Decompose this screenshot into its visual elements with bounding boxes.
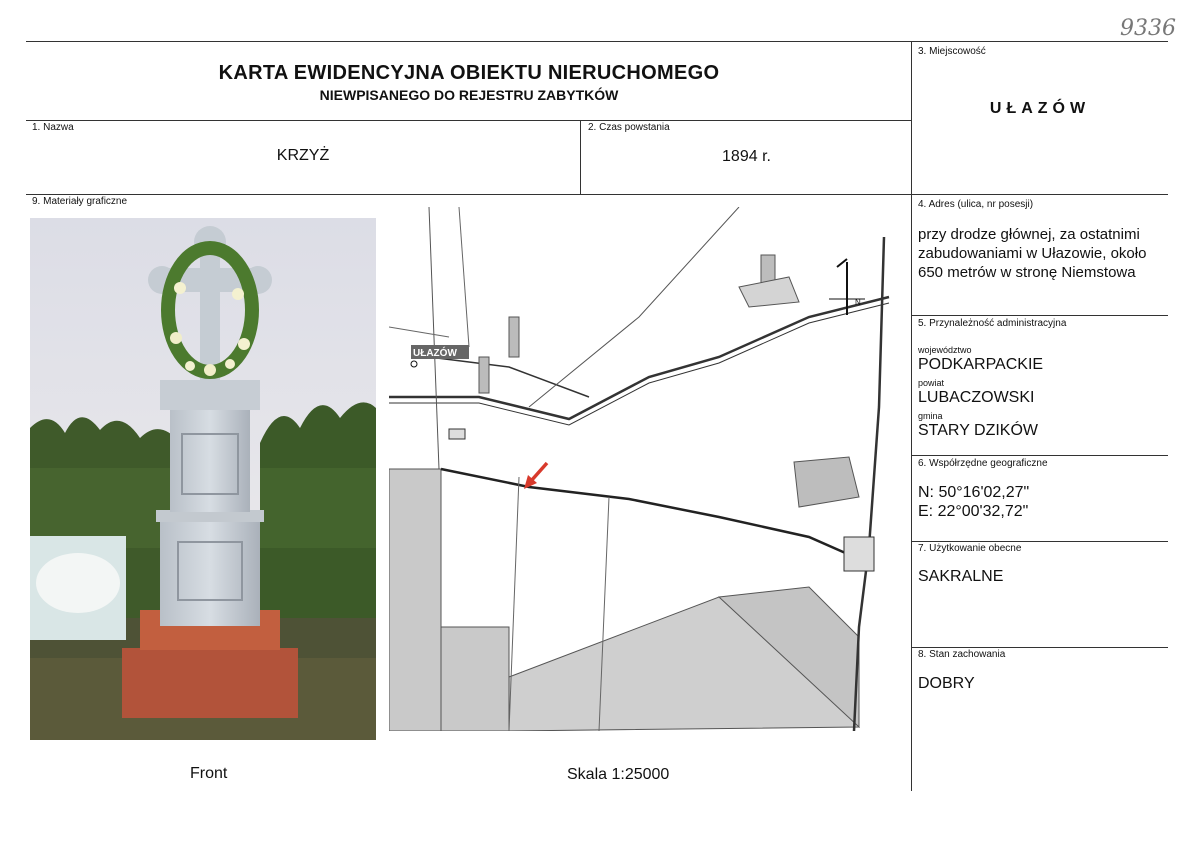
name-row-bottom-rule (26, 194, 1168, 195)
map-place-label: UŁAZÓW (413, 348, 457, 359)
cross-photo (30, 218, 376, 740)
uzytkowanie-value: SAKRALNE (918, 568, 1004, 585)
north-label: N (855, 298, 861, 307)
czas-value: 1894 r. (722, 148, 771, 165)
woj-value: PODKARPACKIE (918, 356, 1044, 373)
coord-e: E: 22°00'32,72" (918, 503, 1029, 520)
woj-label: województwo (918, 345, 972, 355)
gmina-label: gmina (918, 411, 943, 421)
page-title: KARTA EWIDENCYJNA OBIEKTU NIERUCHOMEGO (218, 62, 720, 84)
nazwa-label: 1. Nazwa (32, 122, 74, 133)
adres-bottom-rule (911, 315, 1168, 316)
uzytkowanie-bottom-rule (911, 647, 1168, 648)
powiat-label: powiat (918, 378, 945, 388)
stan-value: DOBRY (918, 675, 975, 692)
adres-label: 4. Adres (ulica, nr posesji) (918, 199, 1034, 210)
stan-label: 8. Stan zachowania (918, 649, 1006, 660)
coords-bottom-rule (911, 541, 1168, 542)
materialy-label: 9. Materiały graficzne (32, 196, 128, 207)
handwritten-number: 9336 (1120, 16, 1176, 41)
top-rule (26, 41, 1168, 42)
admin-label: 5. Przynależność administracyjna (918, 318, 1067, 329)
photo-caption: Front (190, 765, 228, 782)
uzytkowanie-label: 7. Użytkowanie obecne (918, 543, 1022, 554)
czas-label: 2. Czas powstania (588, 122, 670, 133)
admin-bottom-rule (911, 455, 1168, 456)
gmina-value: STARY DZIKÓW (918, 422, 1039, 439)
nazwa-value: KRZYŻ (276, 147, 330, 164)
map-scale-caption: Skala 1:25000 (567, 766, 670, 783)
adres-value: przy drodze głównej, za ostatnimi zabudowaniami w Ułazowie, około 650 metrów w stronę Niemstowa (918, 226, 1147, 281)
location-map (389, 207, 899, 731)
coords-label: 6. Współrzędne geograficzne (918, 458, 1048, 469)
powiat-value: LUBACZOWSKI (918, 389, 1035, 406)
header-bottom-rule (26, 120, 912, 121)
miejscowosc-label: 3. Miejscowość (918, 46, 986, 57)
page-subtitle: NIEWPISANEGO DO REJESTRU ZABYTKÓW (319, 87, 619, 103)
coord-n: N: 50°16'02,27" (918, 484, 1030, 501)
miejscowosc-value: UŁAZÓW (989, 100, 1091, 117)
